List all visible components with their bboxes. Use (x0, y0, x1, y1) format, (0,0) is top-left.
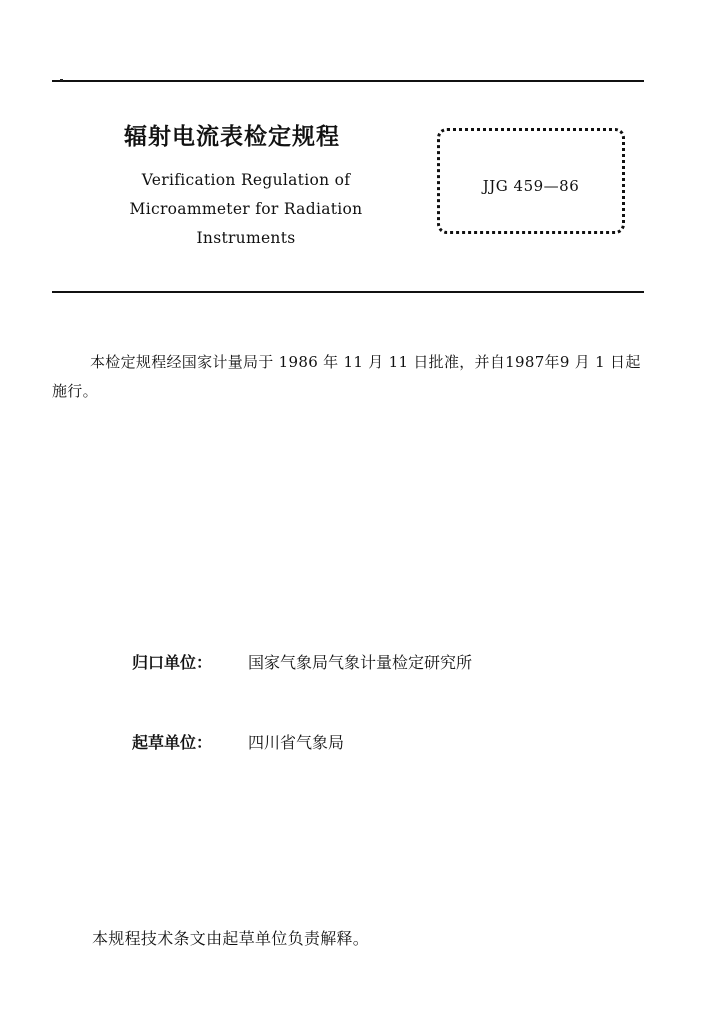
drafting-unit-row (132, 730, 344, 753)
regulation-code-frame (437, 128, 625, 234)
interpretation-note: 本规程技术条文由起草单位负责解释。 (92, 929, 370, 948)
approval-statement: 本检定规程经国家计量局于 1986 年 11 月 11 日批准，并自1987年9 月 1 日起施行。 (52, 353, 641, 400)
top-rule (52, 80, 644, 82)
responsible-unit-row (132, 650, 472, 673)
responsible-unit-label: 归口单位： (132, 653, 213, 672)
drafting-unit-value: 四川省气象局 (248, 733, 345, 752)
drafting-unit-label: 起草单位： (132, 733, 213, 752)
regulation-code: JJG 459—86 (482, 177, 580, 195)
bottom-rule (52, 291, 644, 293)
document-title-english: Verification Regulation of Microammeter for Radiation Instruments (129, 171, 363, 247)
document-title-chinese: 辐射电流表检定规程 (124, 123, 340, 150)
speck-mark (60, 79, 63, 81)
responsible-unit-value: 国家气象局气象计量检定研究所 (248, 653, 473, 672)
